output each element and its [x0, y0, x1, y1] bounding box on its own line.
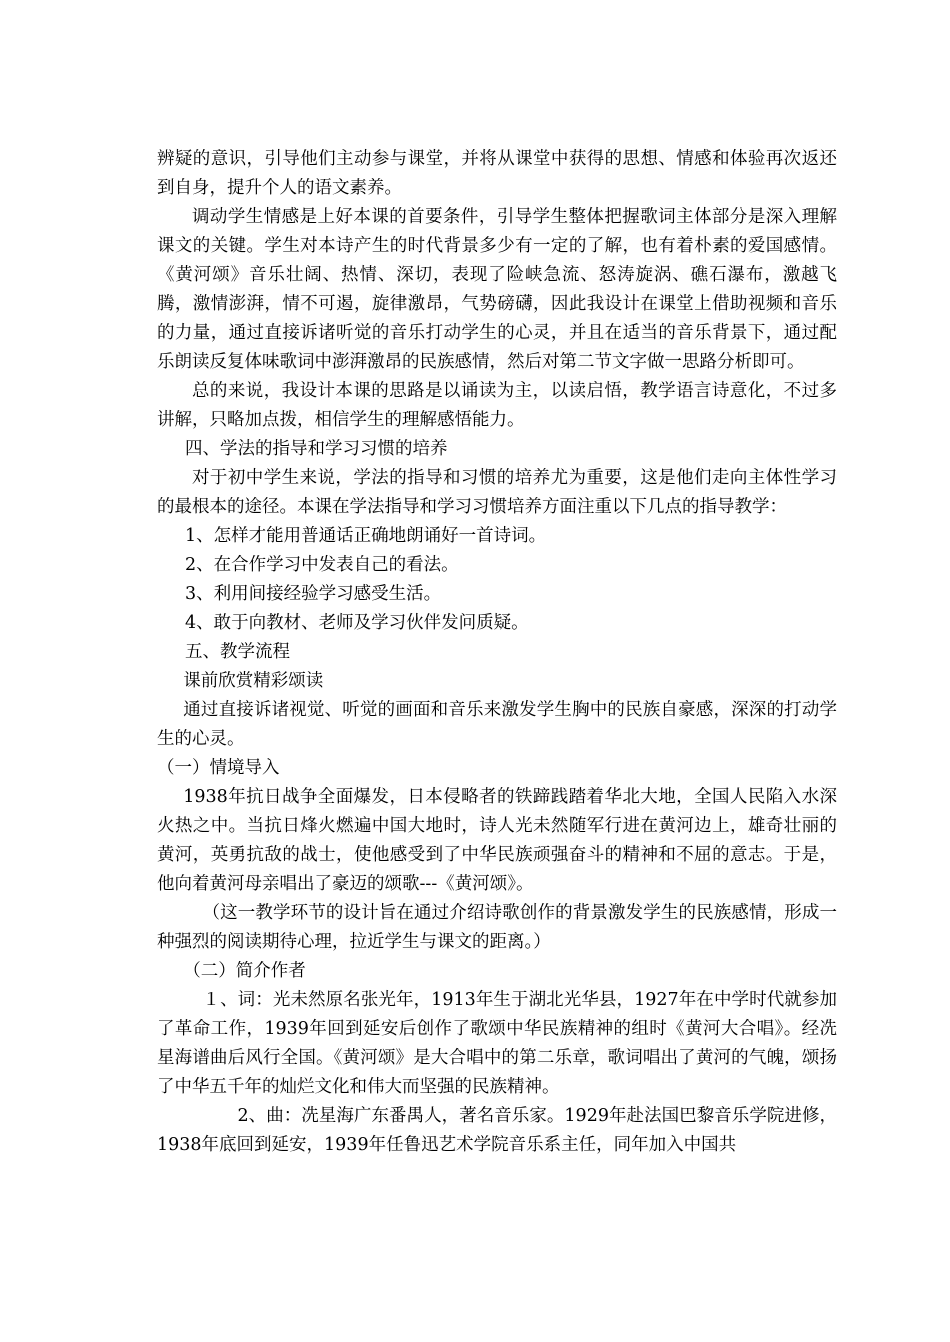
paragraph-continuation: 辨疑的意识，引导他们主动参与课堂，并将从课堂中获得的思想、情感和体验再次返还到自身，提升个人的语文素养。 [157, 149, 837, 198]
paragraph-emotion-strategy: 调动学生情感是上好本课的首要条件，引导学生整体把握歌词主体部分是深入理解课文的关键。学生对本诗产生的时代背景多少有一定的了解，也有着朴素的爱国感情。《黄河颂》音乐壮阔、热情、深切，表现了险峡急流、怒涛旋涡、礁石瀑布，激越飞腾，激情澎湃，情不可遏，旋律激昂，气势磅礴，因此我设计在课堂上借助视频和音乐的力量，通过直接诉诸听觉的音乐打动学生的心灵，并且在适当的音乐背景下，通过配乐朗读反复体味歌词中澎湃激昂的民族感情，然后对第二节文字做一思路分析即可。 [157, 207, 837, 372]
list-item-1: 1、怎样才能用普通话正确地朗诵好一首诗词。 [185, 526, 547, 546]
paragraph-study-method: 对于初中学生来说，学法的指导和习惯的培养尤为重要，这是他们走向主体性学习的最根本的途径。本课在学法指导和学习习惯培养方面注重以下几点的指导教学： [157, 468, 837, 517]
paragraph-pre-class: 通过直接诉诸视觉、听觉的画面和音乐来激发学生胸中的民族自豪感，深深的打动学生的心灵。 [157, 700, 837, 749]
subheading-pre-class: 课前欣赏精彩颂读 [183, 671, 324, 691]
list-item-2: 2、在合作学习中发表自己的看法。 [185, 555, 459, 575]
document-body [157, 145, 837, 1160]
heading-section-five: 五、教学流程 [185, 642, 290, 662]
paragraph-composer: 2、曲：冼星海广东番禺人，著名音乐家。1929年赴法国巴黎音乐学院进修，1938年底回到延安，1939年任鲁迅艺术学院音乐系主任，同年加入中国共 [157, 1106, 837, 1155]
paragraph-design-note: （这一教学环节的设计旨在通过介绍诗歌创作的背景激发学生的民族感情，形成一种强烈的阅读期待心理，拉近学生与课文的距离。） [157, 903, 837, 952]
subheading-author: （二）简介作者 [183, 961, 306, 981]
paragraph-summary: 总的来说，我设计本课的思路是以诵读为主，以读启悟，教学语言诗意化，不过多讲解，只略加点拨，相信学生的理解感悟能力。 [157, 381, 837, 430]
paragraph-background: 1938年抗日战争全面爆发，日本侵略者的铁蹄践踏着华北大地，全国人民陷入水深火热之中。当抗日烽火燃遍中国大地时，诗人光未然随军行进在黄河边上，雄奇壮丽的黄河，英勇抗敌的战士，使他感受到了中华民族顽强奋斗的精神和不屈的意志。于是，他向着黄河母亲唱出了豪迈的颂歌---《黄河颂》。 [157, 787, 837, 894]
subheading-situation: （一）情境导入 [157, 758, 280, 778]
heading-section-four: 四、学法的指导和学习习惯的培养 [185, 439, 448, 459]
list-item-3: 3、利用间接经验学习感受生活。 [185, 584, 442, 604]
paragraph-lyricist: １、词：光未然原名张光年，1913年生于湖北光华县，1927年在中学时代就参加了革命工作，1939年回到延安后创作了歌颂中华民族精神的组时《黄河大合唱》。经冼星海谱曲后风行全国。《黄河颂》是大合唱中的第二乐章，歌词唱出了黄河的气魄，颂扬了中华五千年的灿烂文化和伟大而坚强的民族精神。 [157, 990, 837, 1097]
list-item-4: 4、敢于向教材、老师及学习伙伴发问质疑。 [185, 613, 529, 633]
